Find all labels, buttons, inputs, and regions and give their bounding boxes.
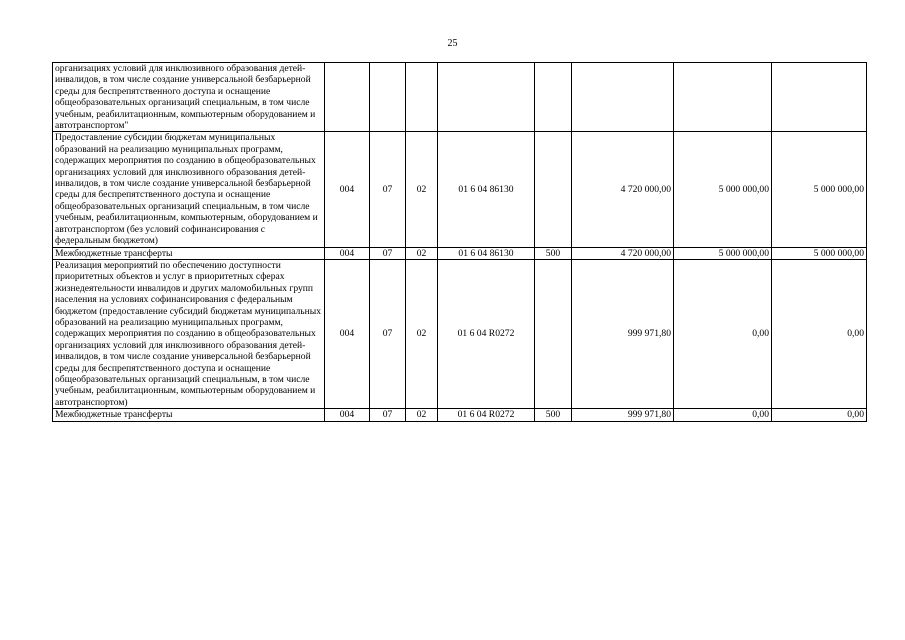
- subsection-code: 02: [406, 259, 438, 408]
- amount-year-1: [572, 63, 674, 132]
- amount-year-3: [772, 63, 867, 132]
- table-row: [53, 132, 867, 247]
- ministry-code: 004: [325, 409, 370, 421]
- ministry-code: 004: [325, 132, 370, 247]
- expense-type-code: [535, 259, 572, 408]
- row-description: Межбюджетные трансферты: [53, 247, 325, 259]
- row-description: Предоставление субсидии бюджетам муниципальных образований на реализацию муниципальных программ, содержащих мероприятия по созданию в общеобразовательных организациях условий для инклюзивного образования детей-инвалидов, в том числе создание универсальной безбарьерной среды для беспрепятственного доступа и оснащение общеобразовательных организаций специальным, в том числе учебным, реабилитационным, компьютерным, оборудованием и автотранспортом (без условий софинансирования с федеральным бюджетом): [53, 132, 325, 247]
- target-article-code: 01 6 04 86130: [438, 132, 535, 247]
- ministry-code: [325, 63, 370, 132]
- row-description: организациях условий для инклюзивного образования детей-инвалидов, в том числе создание универсальной безбарьерной среды для беспрепятственного доступа и оснащение общеобразовательных организаций специальным, в том числе учебным, реабилитационным, компьютерным оборудованием и автотранспортом": [53, 63, 325, 132]
- section-code: 07: [370, 259, 406, 408]
- amount-year-3: 0,00: [772, 259, 867, 408]
- subsection-code: 02: [406, 247, 438, 259]
- amount-year-2: 0,00: [674, 409, 772, 421]
- amount-year-1: 999 971,80: [572, 409, 674, 421]
- section-code: 07: [370, 132, 406, 247]
- target-article-code: [438, 63, 535, 132]
- target-article-code: 01 6 04 R0272: [438, 259, 535, 408]
- amount-year-1: 999 971,80: [572, 259, 674, 408]
- amount-year-2: 0,00: [674, 259, 772, 408]
- budget-table: [52, 62, 867, 422]
- subsection-code: 02: [406, 132, 438, 247]
- section-code: [370, 63, 406, 132]
- section-code: 07: [370, 409, 406, 421]
- ministry-code: 004: [325, 259, 370, 408]
- table-row: [53, 409, 867, 421]
- amount-year-3: 0,00: [772, 409, 867, 421]
- amount-year-3: 5 000 000,00: [772, 247, 867, 259]
- expense-type-code: [535, 63, 572, 132]
- target-article-code: 01 6 04 R0272: [438, 409, 535, 421]
- amount-year-1: 4 720 000,00: [572, 132, 674, 247]
- expense-type-code: 500: [535, 247, 572, 259]
- table-row: [53, 247, 867, 259]
- amount-year-3: 5 000 000,00: [772, 132, 867, 247]
- amount-year-2: 5 000 000,00: [674, 132, 772, 247]
- page-number: 25: [447, 38, 458, 49]
- section-code: 07: [370, 247, 406, 259]
- expense-type-code: 500: [535, 409, 572, 421]
- ministry-code: 004: [325, 247, 370, 259]
- subsection-code: [406, 63, 438, 132]
- table-row: [53, 63, 867, 132]
- expense-type-code: [535, 132, 572, 247]
- amount-year-1: 4 720 000,00: [572, 247, 674, 259]
- amount-year-2: [674, 63, 772, 132]
- row-description: Реализация мероприятий по обеспечению доступности приоритетных объектов и услуг в приоритетных сферах жизнедеятельности инвалидов и других маломобильных групп населения на условиях софинансирования с федеральным бюджетом (предоставление субсидий бюджетам муниципальных образований на реализацию муниципальных программ, содержащих мероприятия по созданию в общеобразовательных организациях условий для инклюзивного образования детей-инвалидов, в том числе создание универсальной безбарьерной среды для беспрепятственного доступа и оснащение общеобразовательных организаций специальным, в том числе учебным, реабилитационным, компьютерным оборудованием и автотранспортом): [53, 259, 325, 408]
- subsection-code: 02: [406, 409, 438, 421]
- amount-year-2: 5 000 000,00: [674, 247, 772, 259]
- table-row: [53, 259, 867, 408]
- target-article-code: 01 6 04 86130: [438, 247, 535, 259]
- row-description: Межбюджетные трансферты: [53, 409, 325, 421]
